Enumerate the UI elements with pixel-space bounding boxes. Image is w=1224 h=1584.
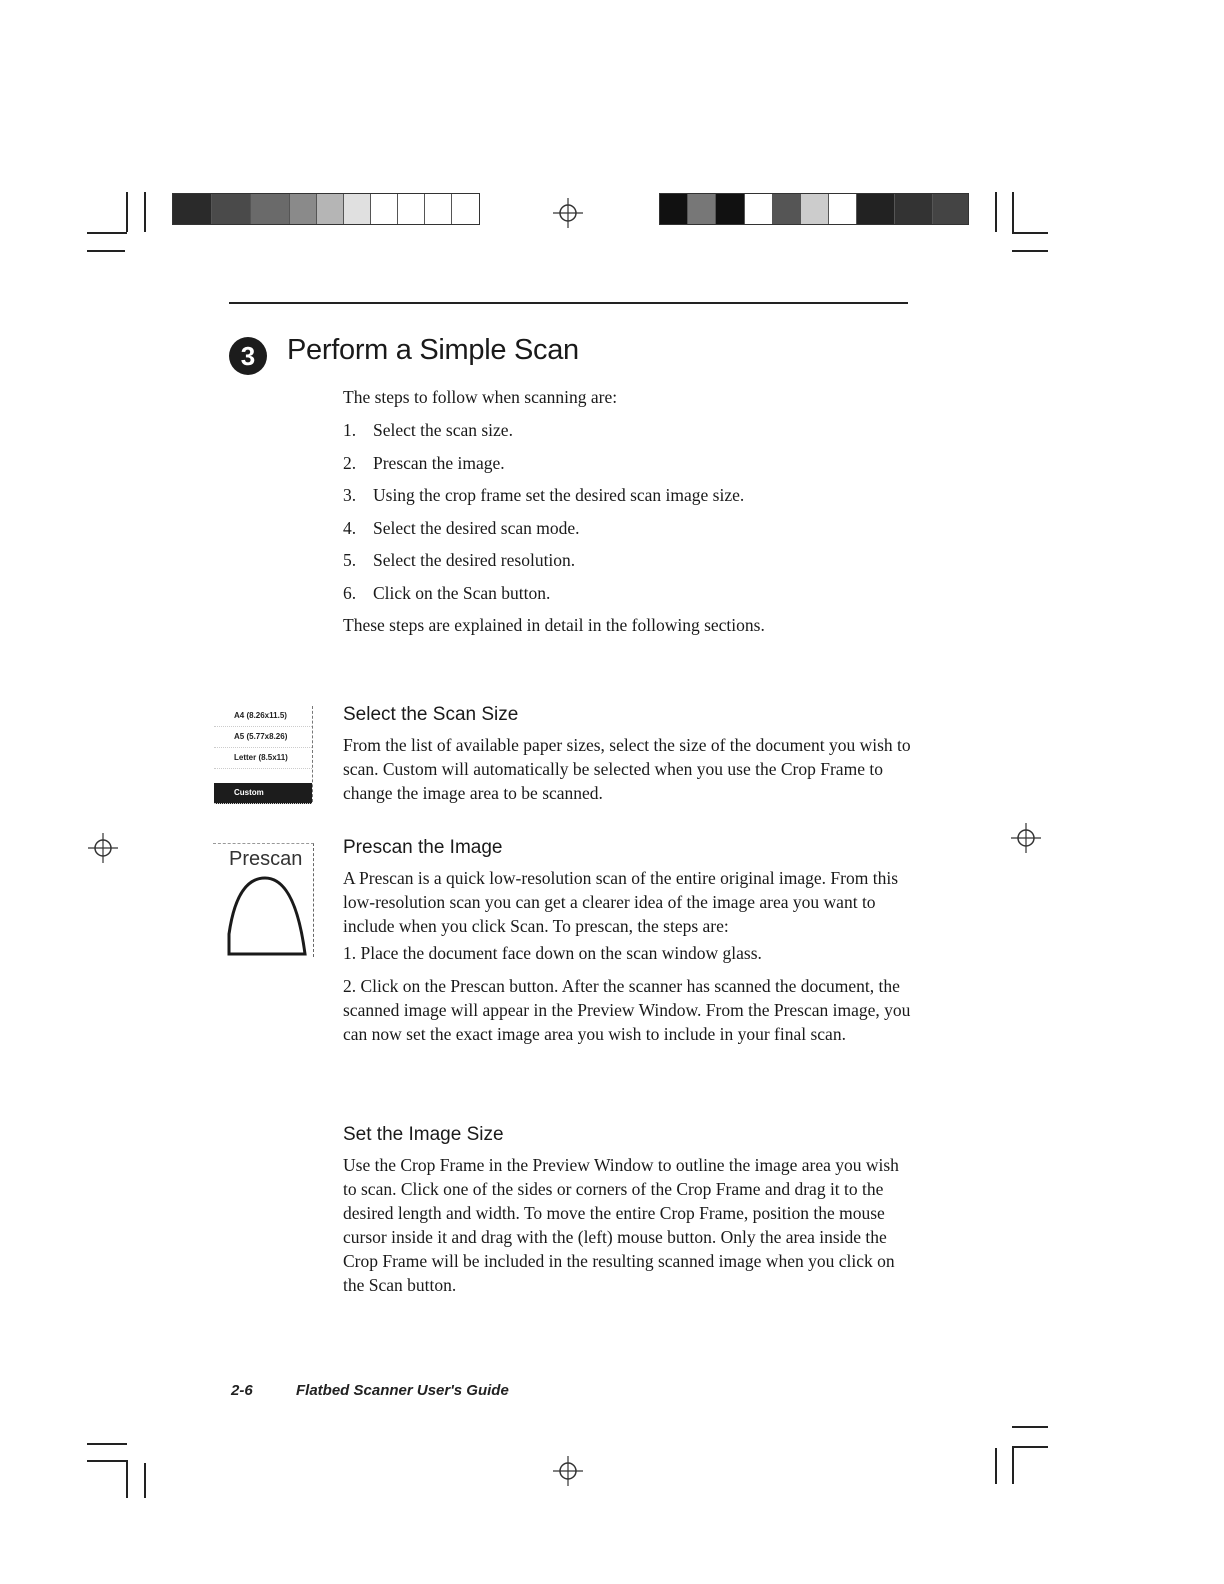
page-number: 2-6 [231,1382,253,1399]
scan-size-option-selected[interactable]: Custom [214,783,312,804]
registration-crosshair-top [553,198,583,228]
scan-size-body: From the list of available paper sizes, select the size of the document you wish to scan. Custom will automatically be selected when you use the Crop Frame to change the image area to be scanned. [343,735,911,803]
section-title: Perform a Simple Scan [287,334,579,366]
list-item: 4. Select the desired scan mode. [343,517,580,538]
intro-text: The steps to follow when scanning are: [343,387,618,407]
registration-crosshair-left [88,833,118,863]
list-item: 2. Prescan the image. [343,452,505,473]
prescan-button[interactable] [213,843,314,957]
image-size-heading: Set the Image Size [343,1124,504,1145]
guide-title: Flatbed Scanner User's Guide [296,1382,509,1399]
header-rule [229,302,908,304]
prescan-step-1: 1. Place the document face down on the scan window glass. [343,943,762,963]
scan-size-heading: Select the Scan Size [343,704,519,725]
intro-block [343,385,913,637]
image-size-section [343,1123,913,1297]
image-size-body: Use the Crop Frame in the Preview Window to outline the image area you wish to scan. Click one of the sides or corners of the Crop Frame and drag it to the desired length and width. To move the entire Crop Frame, position the mouse cursor inside it and drag with the (left) mouse button. Only the area inside the Crop Frame will be included in the resulting scanned image when you click on the Scan button. [343,1155,899,1295]
prescan-body: A Prescan is a quick low-resolution scan of the entire original image. From this low-resolution scan you can get a clearer idea of the image area you want to include when you click Scan. To prescan, the steps are: [343,868,899,936]
scan-size-section [343,703,913,805]
list-item: 1. Select the scan size. [343,420,513,440]
scan-size-option[interactable]: A4 (8.26x11.5) [214,706,312,727]
registration-crosshair-bottom [553,1456,583,1486]
scan-size-option[interactable]: A5 (5.77x8.26) [214,727,312,748]
prescan-step-2: 2. Click on the Prescan button. After the scanner has scanned the document, the scanned image will appear in the Preview Window. From the Prescan image, you can now set the exact image area you wish to include in your final scan. [343,976,911,1044]
density-bar-left [172,193,480,225]
list-item: 5. Select the desired resolution. [343,550,576,570]
scan-size-list[interactable] [214,706,313,802]
prescan-icon [219,874,311,956]
list-item: 6. Click on the Scan button. [343,582,551,603]
registration-crosshair-right [1011,823,1041,853]
prescan-heading: Prescan the Image [343,837,503,858]
outro-text: These steps are explained in detail in the following sections. [343,615,765,635]
list-item: 3. Using the crop frame set the desired scan image size. [343,485,745,505]
step-number-badge: 3 [229,337,267,375]
steps-list [343,418,913,605]
density-bar-right [659,193,969,225]
prescan-section [343,836,913,1046]
scan-size-option[interactable]: Letter (8.5x11) [214,748,312,769]
prescan-button-label: Prescan [229,848,303,870]
